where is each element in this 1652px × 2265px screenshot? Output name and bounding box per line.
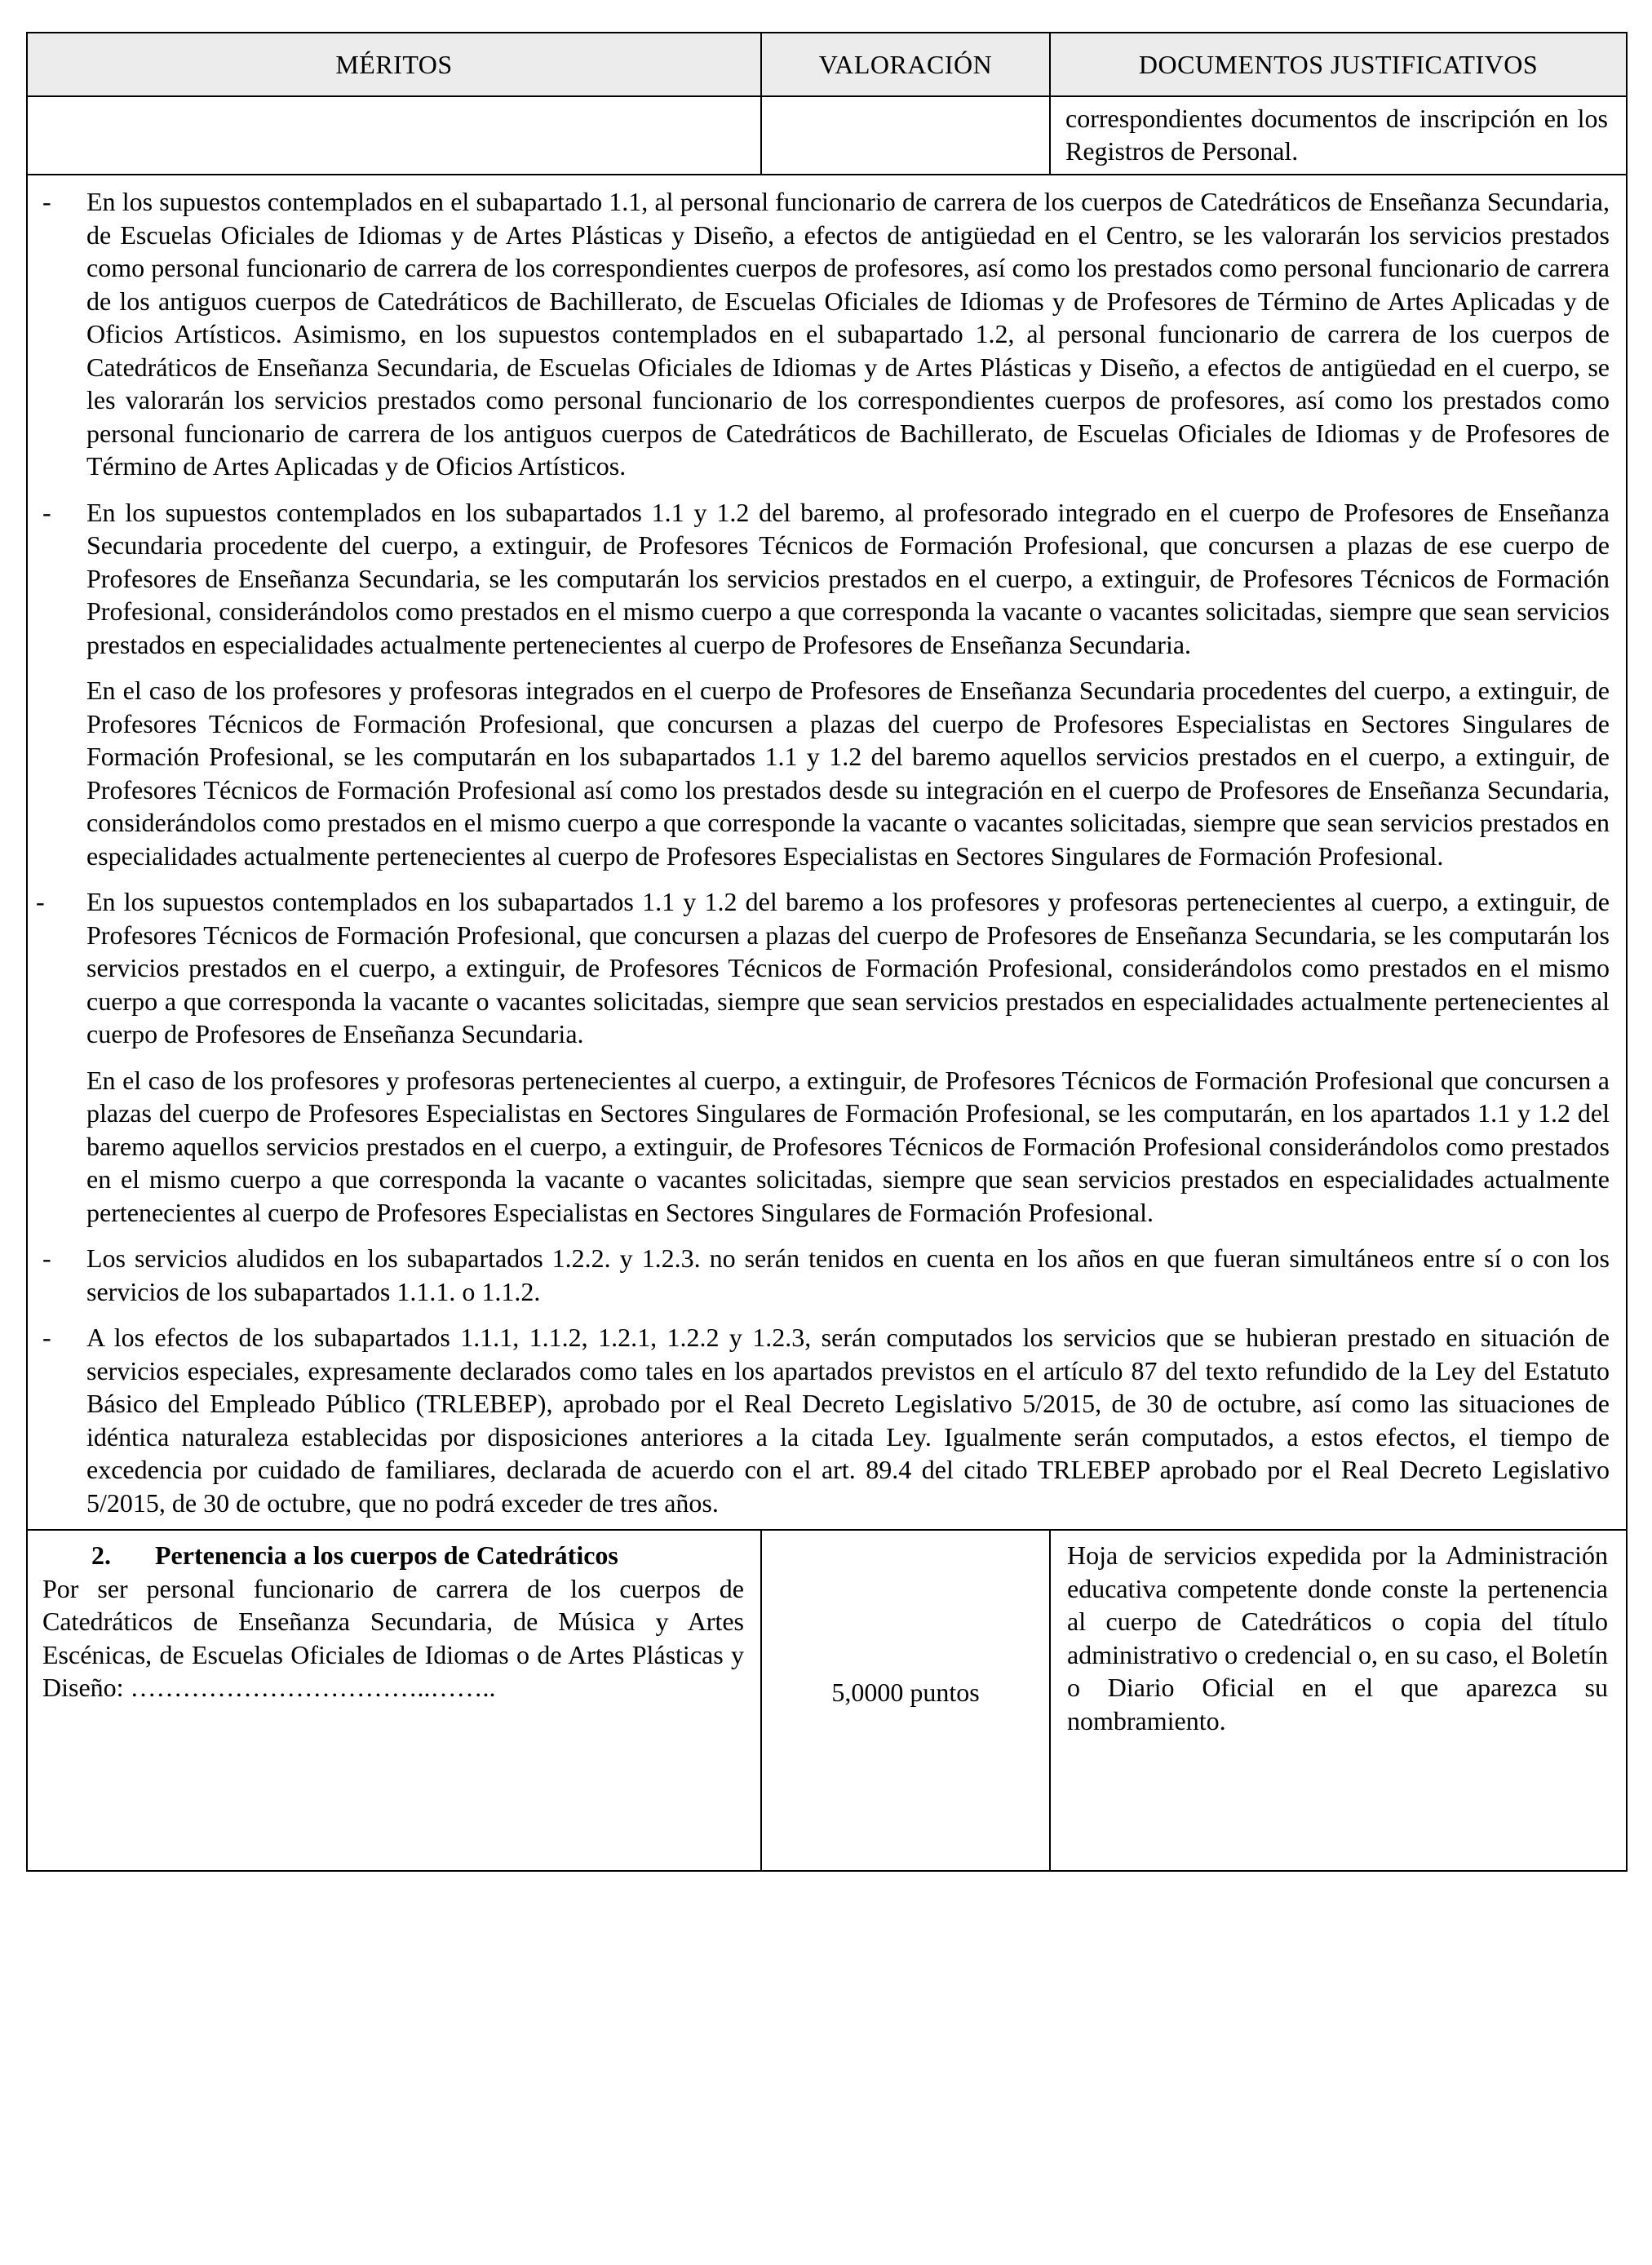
- section-2-row: [27, 1530, 1627, 1871]
- note-paragraph: En el caso de los profesores y profesoras integrados en el cuerpo de Profesores de Enseñanza Secundaria procedentes del cuerpo, a extinguir, de Profesores Técnicos de Formación Profesional, que concursen a plazas del cuerpo de Profesores Especialistas en Sectores Singulares de Formación Profesional, se les computarán en los subapartados 1.1 y 1.2 del baremo aquellos servicios prestados en el cuerpo, a extinguir, de Profesores Técnicos de Formación Profesional así como los prestados desde su integración en el cuerpo de Profesores de Enseñanza Secundaria, considerándolos como prestados en el mismo cuerpo a que corresponde la vacante o vacantes solicitadas, siempre que sean servicios prestados en especialidades actualmente pertenecientes al cuerpo de Profesores Especialistas en Sectores Singulares de Formación Profesional.: [86, 676, 1610, 871]
- section-2-description: Por ser personal funcionario de carrera de los cuerpos de Catedráticos de Enseñanza Secundaria, de Música y Artes Escénicas, de Escuelas Oficiales de Idiomas o de Artes Plásticas y Diseño: ……………………………..……..: [42, 1573, 744, 1702]
- section-2-number: 2.: [91, 1540, 111, 1570]
- notes-cell: [27, 175, 1627, 1530]
- note-text: A los efectos de los subapartados 1.1.1, 1.1.2, 1.2.1, 1.2.2 y 1.2.3, serán computados los servicios que se hubieran prestado en situación de servicios especiales, expresamente declarados como tales en los apartados previstos en el artículo 87 del texto refundido de la Ley del Estatuto Básico del Empleado Público (TRLEBEP), aprobado por el Real Decreto Legislativo 5/2015, de 30 de octubre, así como las situaciones de idéntica naturaleza establecidas por disposiciones anteriores a la citada Ley. Igualmente serán computados, a estos efectos, el tiempo de excedencia por cuidado de familiares, declarada de acuerdo con el art. 89.4 del citado TRLEBEP aprobado por el Real Decreto Legislativo 5/2015, de 30 de octubre, que no podrá exceder de tres años.: [86, 1323, 1610, 1518]
- note-bullet: -: [42, 1323, 51, 1352]
- continuation-documents: correspondientes documentos de inscripción en los Registros de Personal.: [1050, 96, 1627, 175]
- section-2-title: [42, 1539, 744, 1572]
- section-2-title-text: Pertenencia a los cuerpos de Catedráticos: [155, 1540, 618, 1570]
- note-paragraph: En el caso de los profesores y profesoras pertenecientes al cuerpo, a extinguir, de Profesores Técnicos de Formación Profesional que concursen a plazas del cuerpo de Profesores Especialistas en Sectores Singulares de Formación Profesional, se les computarán, en los apartados 1.1 y 1.2 del baremo aquellos servicios prestados en el cuerpo, a extinguir, de Profesores Técnicos de Formación Profesional considerándolos como prestados en el mismo cuerpo a que corresponda la vacante o vacantes solicitadas, siempre que sean servicios prestados en especialidades actualmente pertenecientes al cuerpo de Profesores Especialistas en Sectores Singulares de Formación Profesional.: [86, 1065, 1610, 1227]
- merits-table: [26, 32, 1628, 1872]
- section-2-valuation: 5,0000 puntos: [761, 1530, 1050, 1871]
- note-bullet: -: [42, 497, 51, 527]
- note-text: En los supuestos contemplados en los subapartados 1.1 y 1.2 del baremo a los profesores y profesoras pertenecientes al cuerpo, a extinguir, de Profesores Técnicos de Formación Profesional, que concursen a plazas del cuerpo de Profesores de Enseñanza Secundaria, se les computarán los servicios prestados en el cuerpo, a extinguir, de Profesores Técnicos de Formación Profesional, considerándolos como prestados en el mismo cuerpo a que corresponda la vacante o vacantes solicitadas, siempre que sean servicios prestados en especialidades actualmente pertenecientes al cuerpo de Profesores de Enseñanza Secundaria.: [86, 887, 1610, 1048]
- continuation-col1: [27, 96, 761, 175]
- header-meritos: MÉRITOS: [27, 33, 761, 96]
- note-item: [28, 496, 1610, 662]
- note-item: [28, 1242, 1610, 1308]
- table-header-row: [27, 33, 1627, 96]
- note-bullet: -: [36, 887, 45, 916]
- header-documentos: DOCUMENTOS JUSTIFICATIVOS: [1050, 33, 1627, 96]
- section-2-merit: [27, 1530, 761, 1871]
- notes-row: [27, 175, 1627, 1530]
- continuation-col2: [761, 96, 1050, 175]
- header-valoracion: VALORACIÓN: [761, 33, 1050, 96]
- note-text: En los supuestos contemplados en el subapartado 1.1, al personal funcionario de carrera de los cuerpos de Catedráticos de Enseñanza Secundaria, de Escuelas Oficiales de Idiomas y de Artes Plásticas y Diseño, a efectos de antigüedad en el Centro, se les valorarán los servicios prestados como personal funcionario de carrera de los correspondientes cuerpos de profesores, así como los prestados como personal funcionario de carrera de los antiguos cuerpos de Catedráticos de Bachillerato, de Escuelas Oficiales de Idiomas y de Profesores de Término de Artes Aplicadas y de Oficios Artísticos. Asimismo, en los supuestos contemplados en el subapartado 1.2, al personal funcionario de carrera de los cuerpos de Catedráticos de Enseñanza Secundaria, de Escuelas Oficiales de Idiomas y de Artes Plásticas y Diseño, a efectos de antigüedad en el cuerpo, se les valorarán los servicios prestados como personal funcionario de los correspondientes cuerpos de profesores, así como los prestados como personal funcionario de carrera de los antiguos cuerpos de Catedráticos de Bachillerato, de Escuelas Oficiales de Idiomas y de Profesores de Término de Artes Aplicadas y de Oficios Artísticos.: [86, 187, 1610, 481]
- note-item: [28, 885, 1610, 1051]
- note-item: [28, 185, 1610, 483]
- note-text: Los servicios aludidos en los subapartados 1.2.2. y 1.2.3. no serán tenidos en cuenta en los años en que fueran simultáneos entre sí o con los servicios de los subapartados 1.1.1. o 1.1.2.: [86, 1243, 1610, 1306]
- continuation-row: [27, 96, 1627, 175]
- note-bullet: -: [42, 187, 51, 216]
- note-text: En los supuestos contemplados en los subapartados 1.1 y 1.2 del baremo, al profesorado integrado en el cuerpo de Profesores de Enseñanza Secundaria procedente del cuerpo, a extinguir, de Profesores Técnicos de Formación Profesional, que concursen a plazas de ese cuerpo de Profesores de Enseñanza Secundaria, se les computarán los servicios prestados en el cuerpo, a extinguir, de Profesores Técnicos de Formación Profesional, considerándolos como prestados en el mismo cuerpo a que corresponda la vacante o vacantes solicitadas, siempre que sean servicios prestados en especialidades actualmente pertenecientes al cuerpo de Profesores de Enseñanza Secundaria.: [86, 497, 1610, 659]
- note-item: [28, 1321, 1610, 1519]
- section-2-documents: Hoja de servicios expedida por la Administración educativa competente donde conste la pertenencia al cuerpo de Catedráticos o copia del título administrativo o credencial o, en su caso, el Boletín o Diario Oficial en el que aparezca su nombramiento.: [1050, 1530, 1627, 1871]
- note-bullet: -: [42, 1243, 51, 1273]
